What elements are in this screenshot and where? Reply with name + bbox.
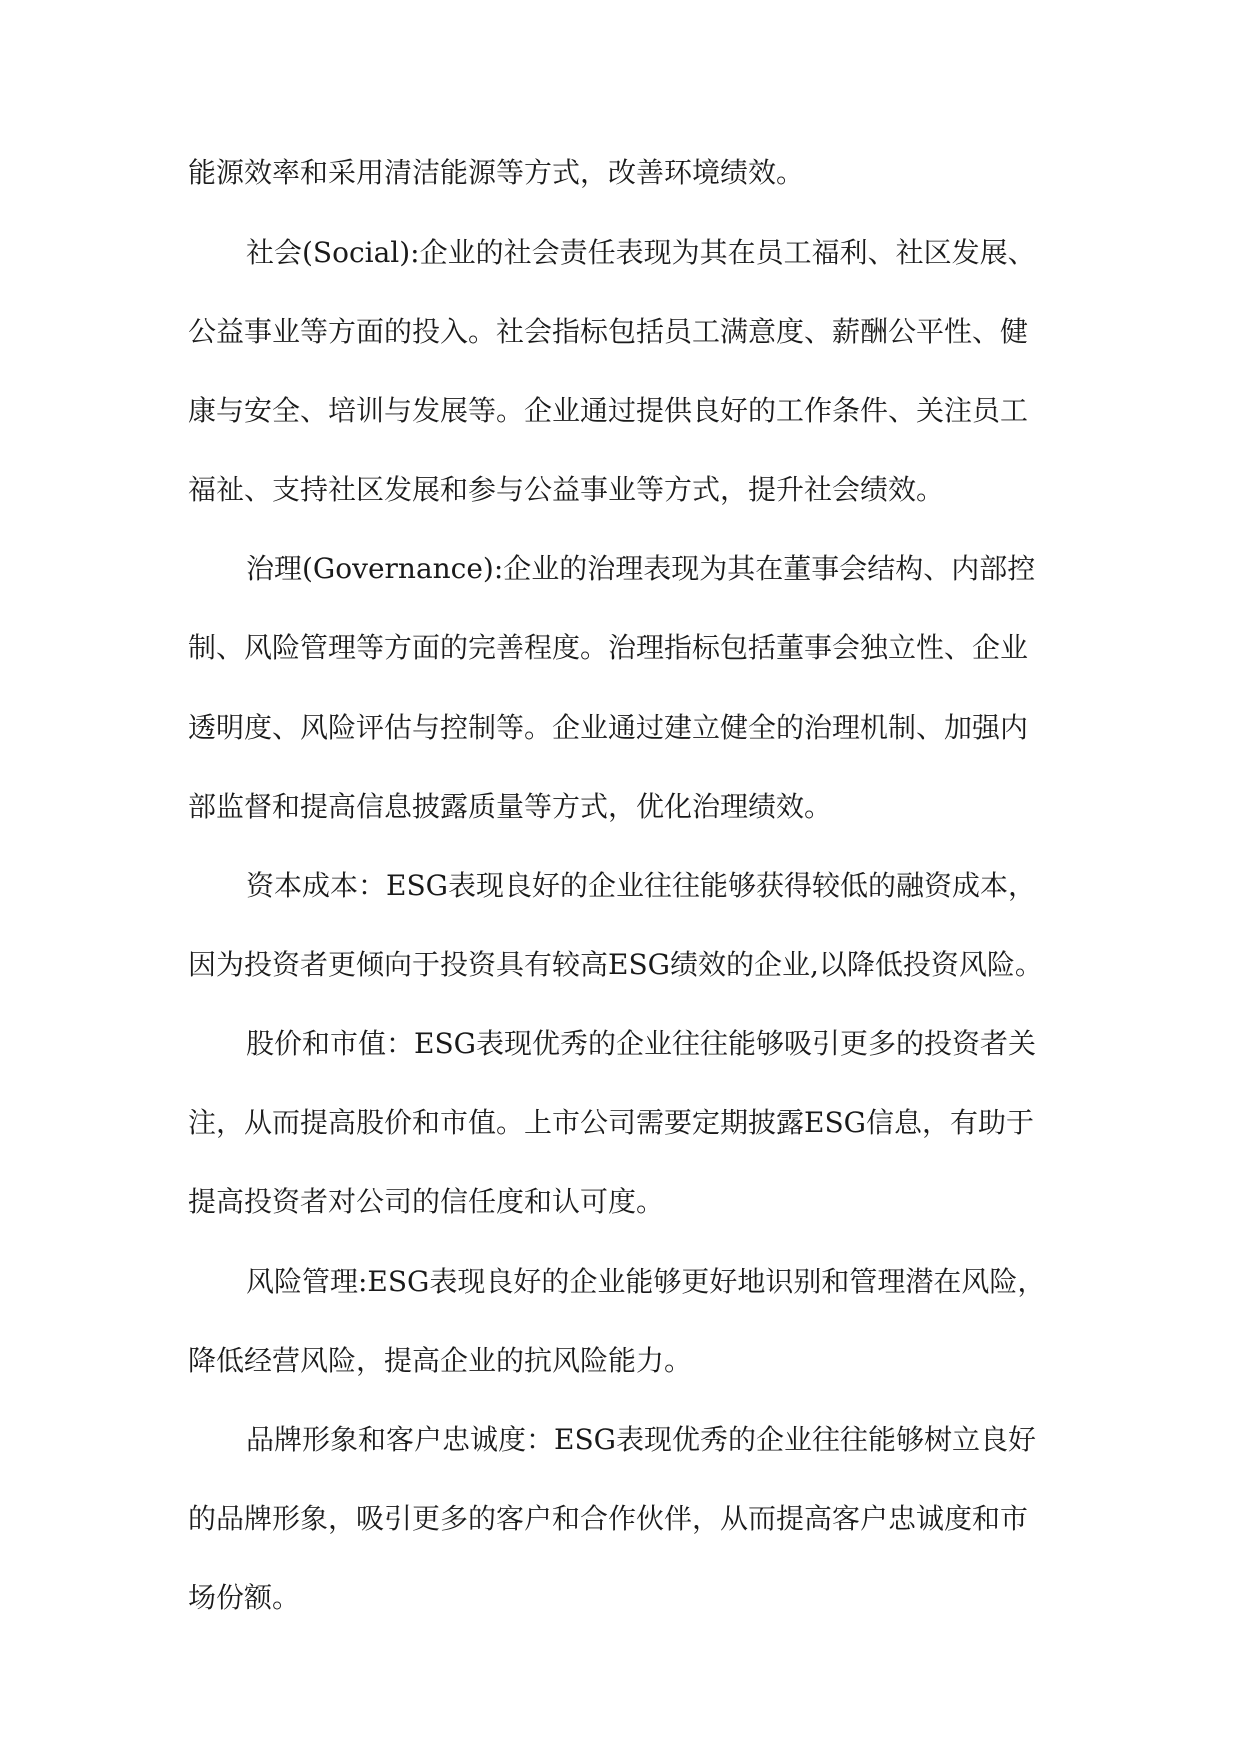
paragraph-capital-cost-line: 资本成本：ESG表现良好的企业往往能够获得较低的融资成本， [246, 869, 1036, 902]
paragraph-social-line: 社会(Social):企业的社会责任表现为其在员工福利、社区发展、 [246, 236, 1036, 269]
text-line: 福祉、支持社区发展和参与公益事业等方式，提升社会绩效。 [188, 473, 945, 506]
text-line: 制、风险管理等方面的完善程度。治理指标包括董事会独立性、企业 [188, 631, 1029, 664]
text-line: 场份额。 [188, 1581, 301, 1614]
text-line: 部监督和提高信息披露质量等方式，优化治理绩效。 [188, 790, 833, 823]
text-line: 提高投资者对公司的信任度和认可度。 [188, 1185, 665, 1218]
paragraph-governance-line: 治理(Governance):企业的治理表现为其在董事会结构、内部控 [246, 552, 1036, 585]
text-line: 因为投资者更倾向于投资具有较高ESG绩效的企业,以降低投资风险。 [188, 948, 1043, 981]
text-line: 透明度、风险评估与控制等。企业通过建立健全的治理机制、加强内 [188, 711, 1029, 744]
paragraph-brand-image-line: 品牌形象和客户忠诚度：ESG表现优秀的企业往往能够树立良好 [246, 1423, 1036, 1456]
text-line: 能源效率和采用清洁能源等方式，改善环境绩效。 [188, 156, 805, 189]
text-line: 降低经营风险，提高企业的抗风险能力。 [188, 1344, 693, 1377]
text-line: 注，从而提高股价和市值。上市公司需要定期披露ESG信息，有助于 [188, 1106, 1034, 1139]
paragraph-stock-price-line: 股价和市值：ESG表现优秀的企业往往能够吸引更多的投资者关 [246, 1027, 1036, 1060]
text-line: 的品牌形象，吸引更多的客户和合作伙伴，从而提高客户忠诚度和市 [188, 1502, 1029, 1535]
paragraph-risk-management-line: 风险管理:ESG表现良好的企业能够更好地识别和管理潜在风险， [246, 1265, 1046, 1298]
text-line: 康与安全、培训与发展等。企业通过提供良好的工作条件、关注员工 [188, 394, 1029, 427]
text-line: 公益事业等方面的投入。社会指标包括员工满意度、薪酬公平性、健 [188, 315, 1029, 348]
